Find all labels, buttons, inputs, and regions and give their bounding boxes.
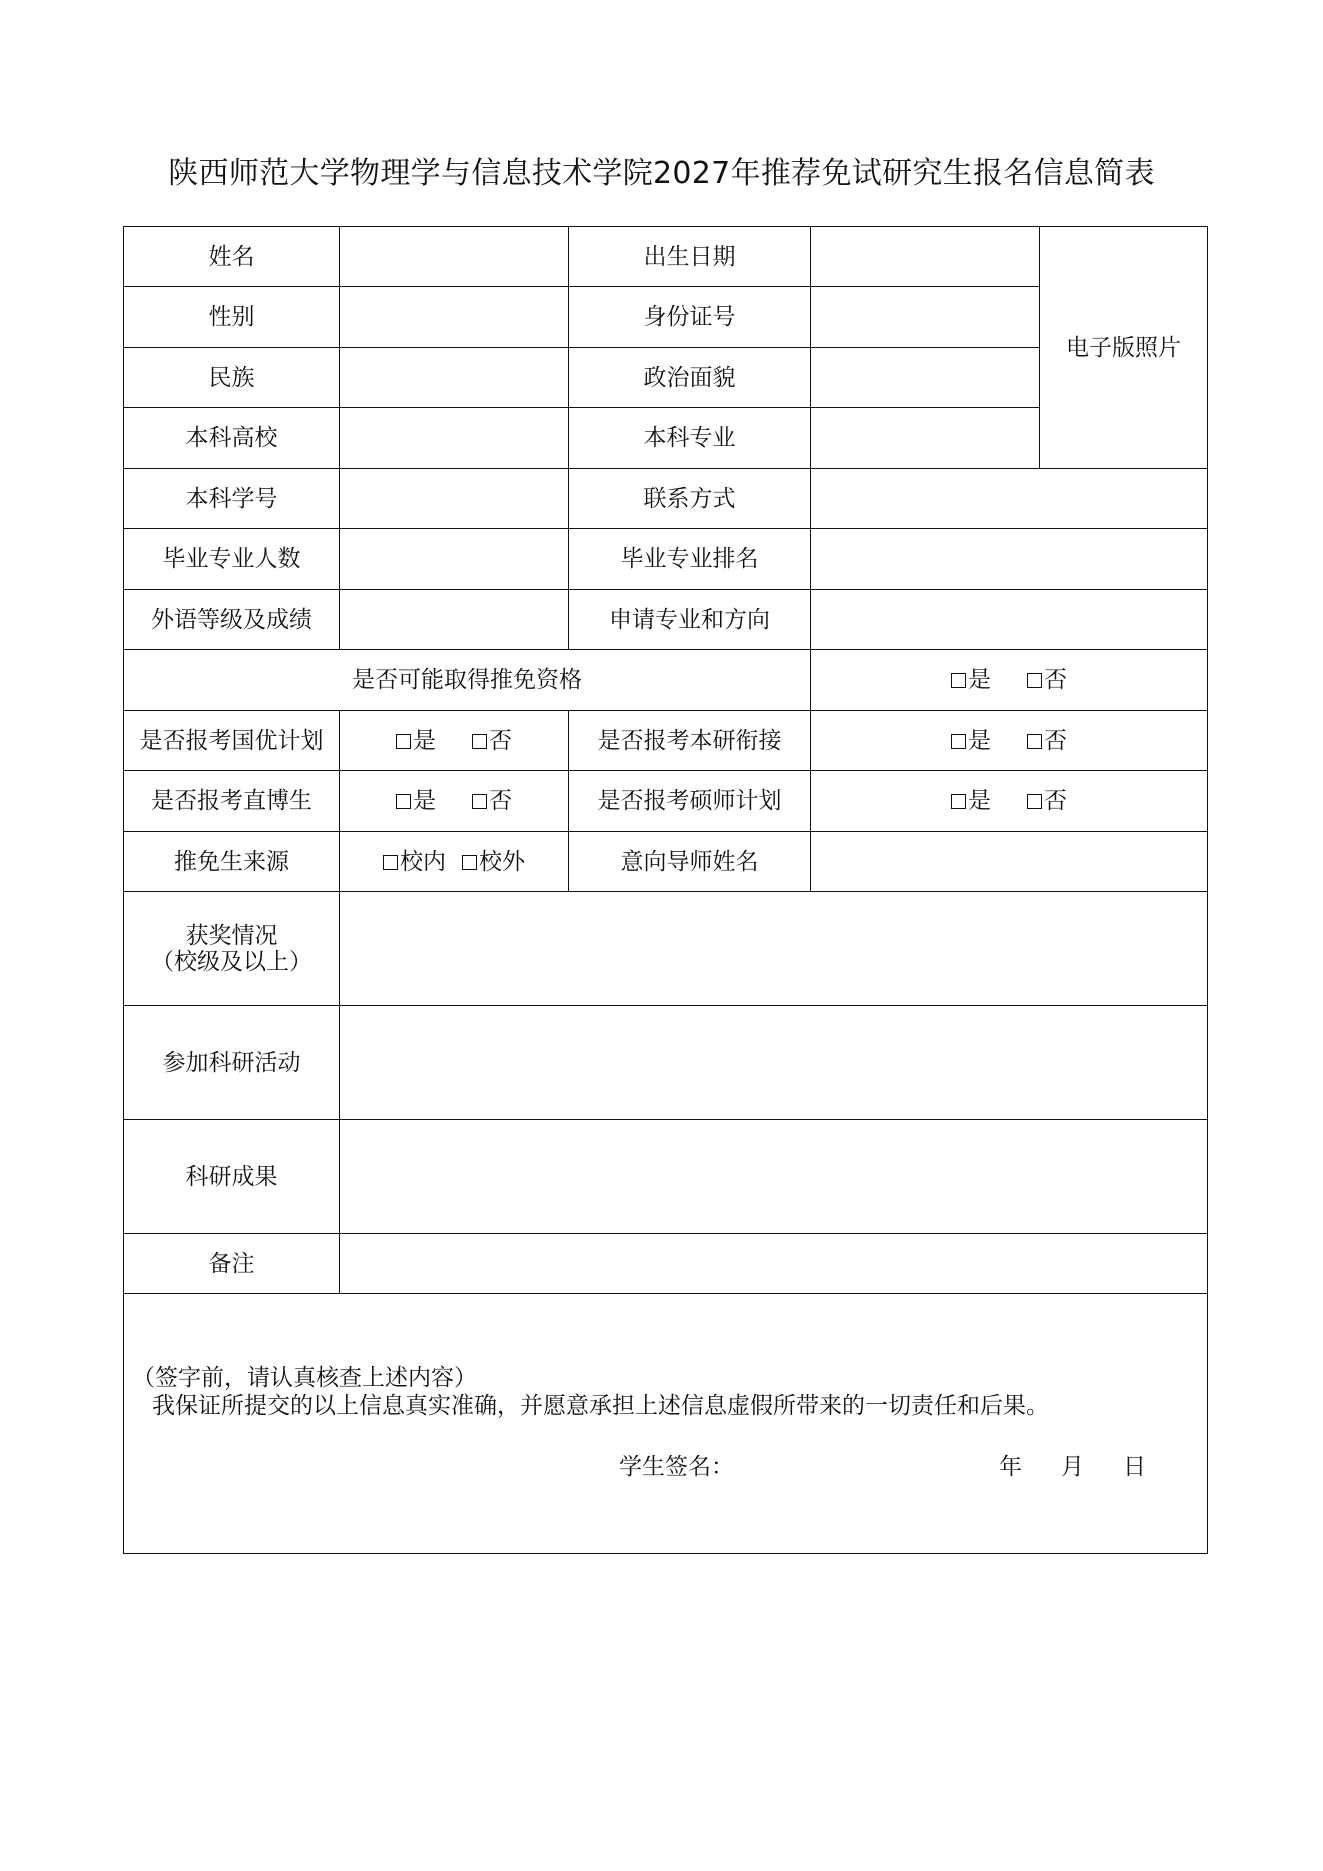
label-awards (124, 892, 340, 1006)
field-apply-major[interactable] (811, 590, 1208, 650)
checkbox-icon[interactable] (1027, 734, 1042, 749)
undergrad-master-link-no[interactable]: 否 (1027, 728, 1067, 754)
checkbox-icon[interactable] (951, 673, 966, 688)
registration-form-table (123, 226, 1208, 1554)
direct-phd-no[interactable]: 否 (472, 788, 512, 814)
checkbox-icon[interactable] (1027, 794, 1042, 809)
label-birth-date: 出生日期 (569, 227, 811, 287)
label-grad-major-rank: 毕业专业排名 (569, 529, 811, 590)
label-apply-major: 申请专业和方向 (569, 590, 811, 650)
awards-label-line1: 获奖情况 (185, 922, 278, 949)
checkbox-icon[interactable] (396, 794, 411, 809)
label-student-id: 本科学号 (124, 469, 340, 529)
field-ethnicity[interactable] (340, 348, 569, 408)
form-title: 陕西师范大学物理学与信息技术学院2027年推荐免试研究生报名信息简表 (168, 156, 1155, 191)
label-contact: 联系方式 (569, 469, 811, 529)
label-direct-phd: 是否报考直博生 (124, 771, 340, 832)
checkbox-icon[interactable] (462, 855, 477, 870)
label-gender: 性别 (124, 287, 340, 348)
label-foreign-language: 外语等级及成绩 (124, 590, 340, 650)
field-birth-date[interactable] (811, 227, 1040, 287)
label-source: 推免生来源 (124, 832, 340, 892)
qualification-options (811, 650, 1208, 711)
photo-cell[interactable]: 电子版照片 (1040, 227, 1208, 469)
label-research-activities: 参加科研活动 (124, 1006, 340, 1120)
label-id-number: 身份证号 (569, 287, 811, 348)
label-undergrad-major: 本科专业 (569, 408, 811, 469)
field-foreign-language[interactable] (340, 590, 569, 650)
label-undergrad-school: 本科高校 (124, 408, 340, 469)
national-plan-no[interactable]: 否 (472, 728, 512, 754)
qualification-no[interactable]: 否 (1027, 667, 1067, 693)
label-undergrad-master-link: 是否报考本研衔接 (569, 711, 811, 771)
field-research-activities[interactable] (340, 1006, 1208, 1120)
field-grad-major-count[interactable] (340, 529, 569, 590)
label-research-results: 科研成果 (124, 1120, 340, 1234)
undergrad-master-link-yes[interactable]: 是 (951, 728, 991, 754)
field-undergrad-major[interactable] (811, 408, 1040, 469)
field-undergrad-school[interactable] (340, 408, 569, 469)
field-awards[interactable] (340, 892, 1208, 1006)
label-qualification: 是否可能取得推免资格 (124, 650, 811, 711)
field-research-results[interactable] (340, 1120, 1208, 1234)
declaration-text: 我保证所提交的以上信息真实准确，并愿意承担上述信息虚假所带来的一切责任和后果。 (152, 1393, 1049, 1419)
checkbox-icon[interactable] (951, 794, 966, 809)
master-teacher-plan-yes[interactable]: 是 (951, 788, 991, 814)
checkbox-icon[interactable] (472, 734, 487, 749)
date-year: 年 (999, 1454, 1022, 1480)
master-teacher-plan-options (811, 771, 1208, 832)
undergrad-master-link-options (811, 711, 1208, 771)
field-grad-major-rank[interactable] (811, 529, 1208, 590)
declaration-note: （签字前，请认真核查上述内容） (132, 1365, 477, 1391)
label-political-status: 政治面貌 (569, 348, 811, 408)
direct-phd-yes[interactable]: 是 (396, 788, 436, 814)
signature-label: 学生签名： (619, 1454, 734, 1480)
qualification-yes[interactable]: 是 (951, 667, 991, 693)
national-plan-yes[interactable]: 是 (396, 728, 436, 754)
field-advisor-name[interactable] (811, 832, 1208, 892)
date-month: 月 (1061, 1454, 1084, 1480)
label-master-teacher-plan: 是否报考硕师计划 (569, 771, 811, 832)
date-day: 日 (1123, 1454, 1146, 1480)
label-grad-major-count: 毕业专业人数 (124, 529, 340, 590)
label-ethnicity: 民族 (124, 348, 340, 408)
national-plan-options (340, 711, 569, 771)
source-options (340, 832, 569, 892)
direct-phd-options (340, 771, 569, 832)
field-id-number[interactable] (811, 287, 1040, 348)
declaration-cell (124, 1294, 1208, 1554)
field-name[interactable] (340, 227, 569, 287)
label-national-plan: 是否报考国优计划 (124, 711, 340, 771)
field-student-id[interactable] (340, 469, 569, 529)
source-external[interactable]: 校外 (462, 849, 525, 875)
label-advisor-name: 意向导师姓名 (569, 832, 811, 892)
label-name: 姓名 (124, 227, 340, 287)
checkbox-icon[interactable] (1027, 673, 1042, 688)
source-internal[interactable]: 校内 (383, 849, 446, 875)
awards-label-line2: （校级及以上） (151, 948, 312, 975)
field-contact[interactable] (811, 469, 1208, 529)
master-teacher-plan-no[interactable]: 否 (1027, 788, 1067, 814)
field-gender[interactable] (340, 287, 569, 348)
checkbox-icon[interactable] (951, 734, 966, 749)
checkbox-icon[interactable] (396, 734, 411, 749)
field-political-status[interactable] (811, 348, 1040, 408)
date-fields (999, 1454, 1185, 1480)
checkbox-icon[interactable] (472, 794, 487, 809)
field-remarks[interactable] (340, 1234, 1208, 1294)
checkbox-icon[interactable] (383, 855, 398, 870)
label-remarks: 备注 (124, 1234, 340, 1294)
